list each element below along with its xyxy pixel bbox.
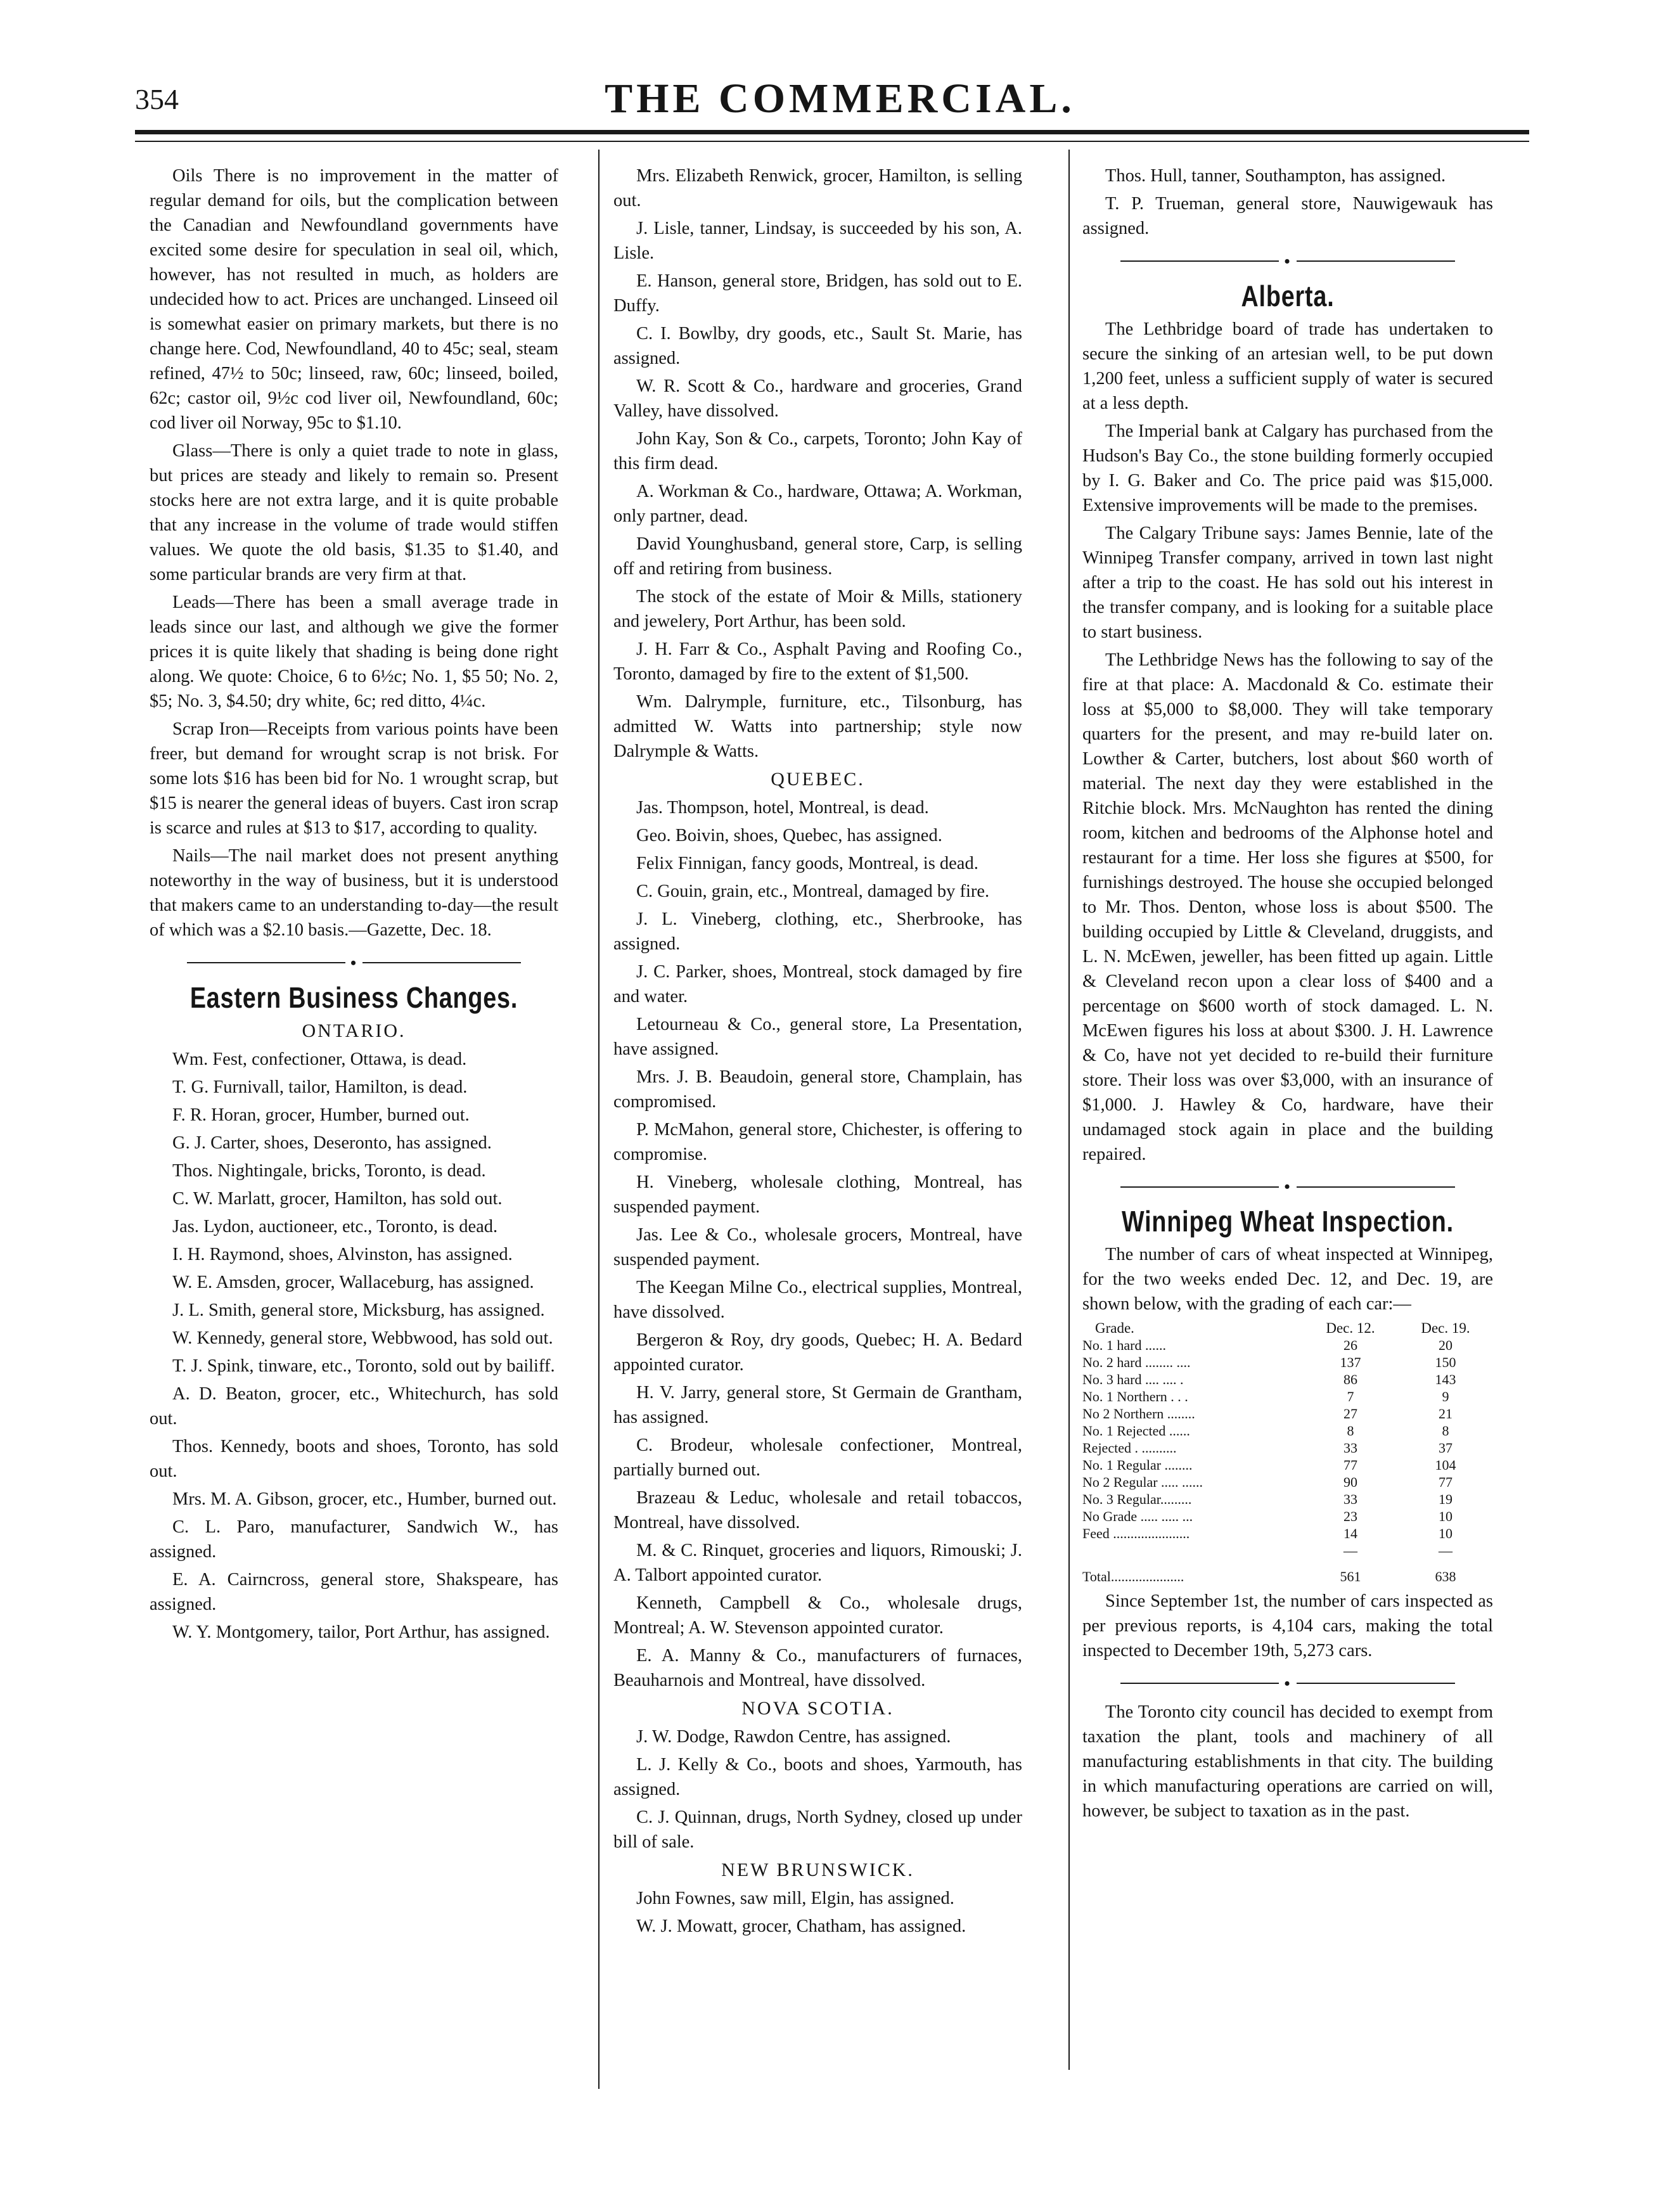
- table-total-row: [1082, 1559, 1493, 1585]
- list-item: John Fownes, saw mill, Elgin, has assigned.: [636, 1889, 954, 1908]
- dec12-cell: 90: [1343, 1474, 1357, 1491]
- dec12-cell: 14: [1343, 1525, 1357, 1542]
- list-item: W. Kennedy, general store, Webbwood, has sold out.: [172, 1328, 553, 1348]
- alberta-paragraph: The Lethbridge News has the following to say of the fire at that place: A. Macdonald & Co. estimate their loss at $5,000 to $8,000. They will take temporary quarters for the present, and may re-build later on. Lowther & Carter, butchers, lost about $60 worth of material. The next day they were established in the Ritchie block. Mrs. McNaughton has rented the dining room, kitchen and bedrooms of the Alphonse hotel and restaurant for a time. Her loss she figures at $500, for furnishings destroyed. The house she occupied belonged to Mr. Thos. Denton, whose loss is about $500. The building occupied by Little & Cleveland, druggists, and L. N. McEwen, jeweller, has been fitted up again. Little & Cleveland recon upon a clear loss of $400 and a percentage on $600 worth of stock damaged. L. N. McEwen figures his loss at about $300. J. H. Lawrence & Co, have not yet decided to re-build their furniture store. Their loss was over $3,000, with an insurance of $1,000. J. Hawley & Co, hardware, have their undamaged stock again in place and the building repaired.: [1082, 650, 1493, 1164]
- dec19-cell: 9: [1442, 1389, 1449, 1405]
- dash-cell: —: [1439, 1543, 1452, 1559]
- column-3: [1082, 164, 1493, 1827]
- dec19-cell: 37: [1439, 1440, 1452, 1456]
- dec12-cell: 137: [1340, 1354, 1361, 1371]
- list-item: Jas. Lydon, auctioneer, etc., Toronto, is dead.: [172, 1216, 498, 1236]
- list-item: W. Y. Montgomery, tailor, Port Arthur, has assigned.: [172, 1622, 550, 1642]
- alberta-paragraph: The Calgary Tribune says: James Bennie, late of the Winnipeg Transfer company, arrived in town last night after a trip to the coast. He has sold out his interest in the transfer company, and is looking for a suitable place to start business.: [1082, 523, 1493, 642]
- wheat-summary-paragraph: Since September 1st, the number of cars inspected as per previous reports, is 4,104 cars, making the total inspected to December 19th, 5,273 cars.: [1082, 1591, 1493, 1661]
- nova-scotia-heading: NOVA SCOTIA.: [741, 1698, 894, 1719]
- dash-cell: —: [1343, 1543, 1357, 1559]
- grade-cell: No 2 Regular ..... ......: [1082, 1474, 1203, 1491]
- list-item: T. G. Furnivall, tailor, Hamilton, is dead.: [172, 1077, 468, 1097]
- toronto-council-paragraph: The Toronto city council has decided to exempt from taxation the plant, tools and machinery of all manufacturing establishments in that city. The building in which manufacturing operations are carried on will, however, be subject to taxation as in the past.: [1082, 1702, 1493, 1821]
- dec12-cell: 7: [1347, 1389, 1354, 1405]
- grade-cell: No 2 Northern ........: [1082, 1406, 1195, 1422]
- list-item: Mrs. Elizabeth Renwick, grocer, Hamilton, is selling out.: [613, 166, 1022, 210]
- list-item: The Keegan Milne Co., electrical supplies, Montreal, have dissolved.: [613, 1278, 1022, 1322]
- dec19-cell: 20: [1439, 1337, 1452, 1354]
- list-item: T. J. Spink, tinware, etc., Toronto, sold out by bailiff.: [172, 1356, 555, 1376]
- list-item: Letourneau & Co., general store, La Presentation, have assigned.: [613, 1015, 1022, 1059]
- alberta-title: Alberta.: [1241, 279, 1335, 312]
- list-item: L. J. Kelly & Co., boots and shoes, Yarmouth, has assigned.: [613, 1755, 1022, 1799]
- dec12-cell: 26: [1343, 1337, 1357, 1354]
- nails-paragraph: Nails—The nail market does not present anything noteworthy in the way of business, but it is understood that makers came to an understanding to-day—the result of which was a $2.10 basis.—Gazette, Dec. 18.: [150, 846, 559, 940]
- list-item: J. W. Dodge, Rawdon Centre, has assigned.: [636, 1727, 951, 1747]
- table-row: [1082, 1491, 1493, 1508]
- column-2: [613, 164, 1022, 1942]
- list-item: C. L. Paro, manufacturer, Sandwich W., has assigned.: [150, 1517, 558, 1562]
- list-item: Bergeron & Roy, dry goods, Quebec; H. A. Bedard appointed curator.: [613, 1330, 1022, 1375]
- table-header: Dec. 12.: [1326, 1320, 1375, 1337]
- table-row: [1082, 1371, 1493, 1388]
- table-row: [1082, 1388, 1493, 1405]
- list-item: A. D. Beaton, grocer, etc., Whitechurch, has sold out.: [150, 1384, 558, 1429]
- dec19-cell: 77: [1439, 1474, 1452, 1491]
- list-item: Thos. Kennedy, boots and shoes, Toronto, has sold out.: [150, 1436, 558, 1481]
- list-item: P. McMahon, general store, Chichester, is offering to compromise.: [613, 1120, 1022, 1164]
- dec19-cell: 10: [1439, 1525, 1452, 1542]
- list-item: Geo. Boivin, shoes, Quebec, has assigned.: [636, 826, 942, 845]
- new-brunswick-heading: NEW BRUNSWICK.: [721, 1859, 914, 1880]
- quebec-heading: QUEBEC.: [771, 769, 865, 790]
- list-item: M. & C. Rinquet, groceries and liquors, Rimouski; J. A. Talbort appointed curator.: [613, 1541, 1022, 1585]
- list-item: W. R. Scott & Co., hardware and groceries, Grand Valley, have dissolved.: [613, 376, 1022, 421]
- total-dec12: 561: [1340, 1569, 1361, 1585]
- table-row: [1082, 1508, 1493, 1525]
- list-item: E. Hanson, general store, Bridgen, has sold out to E. Duffy.: [613, 271, 1022, 316]
- dec19-cell: 104: [1435, 1457, 1456, 1474]
- grade-cell: No. 3 hard .... .... .: [1082, 1371, 1184, 1388]
- dec12-cell: 23: [1343, 1508, 1357, 1525]
- list-item: Jas. Thompson, hotel, Montreal, is dead.: [636, 798, 929, 818]
- table-header-row: [1082, 1320, 1493, 1337]
- ontario-heading: ONTARIO.: [302, 1020, 406, 1041]
- dec19-cell: 21: [1439, 1406, 1452, 1422]
- dec19-cell: 143: [1435, 1371, 1456, 1388]
- list-item: The stock of the estate of Moir & Mills, stationery and jewelery, Port Arthur, has been sold.: [613, 587, 1022, 631]
- list-item: C. J. Quinnan, drugs, North Sydney, closed up under bill of sale.: [613, 1808, 1022, 1852]
- list-item: C. W. Marlatt, grocer, Hamilton, has sold out.: [172, 1188, 503, 1209]
- total-dec19: 638: [1435, 1569, 1456, 1585]
- alberta-paragraph: The Lethbridge board of trade has undertaken to secure the sinking of an artesian well, to be put down 1,200 feet, unless a sufficient supply of water is secured at a less depth.: [1082, 319, 1493, 413]
- oils-paragraph: Oils There is no improvement in the matter of regular demand for oils, but the complication between the Canadian and Newfoundland governments have excited some desire for speculation in seal oil, which, however, has not resulted in much, as holders are undecided how to act. Prices are unchanged. Linseed oil is somewhat easier on primary markets, but there is no change here. Cod, Newfoundland, 40 to 45c; seal, steam refined, 47½ to 50c; linseed, raw, 60c; linseed, boiled, 62c; castor oil, 9½c cod liver oil, Newfoundland, 60c; cod liver oil Norway, 95c to $1.10.: [150, 166, 558, 433]
- list-item: Brazeau & Leduc, wholesale and retail tobaccos, Montreal, have dissolved.: [613, 1488, 1022, 1532]
- section-separator: •: [1082, 1173, 1493, 1200]
- grade-cell: No. 1 Rejected ......: [1082, 1423, 1190, 1439]
- dec19-cell: 150: [1435, 1354, 1456, 1371]
- list-item: W. E. Amsden, grocer, Wallaceburg, has assigned.: [172, 1272, 534, 1292]
- grade-cell: No. 3 Regular.........: [1082, 1491, 1192, 1508]
- dec12-cell: 33: [1343, 1440, 1357, 1456]
- list-item: Kenneth, Campbell & Co., wholesale drugs, Montreal; A. W. Stevenson appointed curator.: [613, 1593, 1022, 1638]
- dec19-cell: 19: [1439, 1491, 1452, 1508]
- dec19-cell: 10: [1439, 1508, 1452, 1525]
- grade-cell: No. 2 hard ........ ....: [1082, 1354, 1191, 1371]
- dec19-cell: 8: [1442, 1423, 1449, 1439]
- list-item: A. Workman & Co., hardware, Ottawa; A. Workman, only partner, dead.: [613, 482, 1022, 526]
- list-item: Wm. Fest, confectioner, Ottawa, is dead.: [172, 1049, 467, 1069]
- dec12-cell: 8: [1347, 1423, 1354, 1439]
- leads-paragraph: Leads—There has been a small average trade in leads since our last, and although we give the former prices it is quite likely that shading is being done right along. We quote: Choice, 6 to 6½c; No. 1, $5 50; No. 2, $5; No. 3, $4.50; dry white, 6c; red ditto, 4¼c.: [150, 593, 558, 711]
- alberta-paragraph: The Imperial bank at Calgary has purchased from the Hudson's Bay Co., the stone building formerly occupied by I. G. Baker and Co. The price paid was $15,000. Extensive improvements will be made to the premises.: [1082, 421, 1493, 515]
- list-item: Thos. Hull, tanner, Southampton, has assigned.: [1105, 166, 1446, 186]
- dec12-cell: 86: [1343, 1371, 1357, 1388]
- list-item: G. J. Carter, shoes, Deseronto, has assigned.: [172, 1133, 492, 1153]
- table-row: [1082, 1405, 1493, 1422]
- section-separator: •: [150, 949, 558, 975]
- grade-cell: No. 1 Regular ........: [1082, 1457, 1193, 1474]
- column-1: [150, 164, 558, 1648]
- column-separator-1: [598, 150, 600, 2089]
- dec12-cell: 27: [1343, 1406, 1357, 1422]
- list-item: J. Lisle, tanner, Lindsay, is succeeded by his son, A. Lisle.: [613, 219, 1022, 263]
- masthead: THE COMMERCIAL.: [605, 75, 1075, 122]
- list-item: W. J. Mowatt, grocer, Chatham, has assigned.: [636, 1917, 966, 1936]
- grade-cell: No. 1 hard ......: [1082, 1337, 1166, 1354]
- list-item: Wm. Dalrymple, furniture, etc., Tilsonburg, has admitted W. Watts into partnership; style now Dalrymple & Watts.: [613, 692, 1022, 761]
- list-item: J. H. Farr & Co., Asphalt Paving and Roofing Co., Toronto, damaged by fire to the extent of $1,500.: [613, 639, 1022, 684]
- column-separator-2: [1068, 150, 1070, 2070]
- section-separator: •: [1082, 247, 1493, 274]
- table-row: [1082, 1354, 1493, 1371]
- list-item: John Kay, Son & Co., carpets, Toronto; John Kay of this firm dead.: [613, 429, 1022, 473]
- list-item: H. Vineberg, wholesale clothing, Montreal, has suspended payment.: [613, 1172, 1022, 1217]
- list-item: T. P. Trueman, general store, Nauwigewauk has assigned.: [1082, 194, 1493, 238]
- dec12-cell: 77: [1343, 1457, 1357, 1474]
- table-header: Dec. 19.: [1421, 1320, 1470, 1337]
- wheat-intro-paragraph: The number of cars of wheat inspected at Winnipeg, for the two weeks ended Dec. 12, and Dec. 19, are shown below, with the grading of each car:—: [1082, 1245, 1493, 1314]
- table-row: [1082, 1337, 1493, 1354]
- list-item: Felix Finnigan, fancy goods, Montreal, is dead.: [636, 854, 978, 873]
- wheat-inspection-title: Winnipeg Wheat Inspection.: [1122, 1205, 1454, 1238]
- dec12-cell: 33: [1343, 1491, 1357, 1508]
- page-number: 354: [135, 83, 179, 115]
- table-row: [1082, 1525, 1493, 1542]
- table-row: [1082, 1439, 1493, 1456]
- scrap-iron-paragraph: Scrap Iron—Receipts from various points have been freer, but demand for wrought scrap is not brisk. For some lots $16 has been bid for No. 1 wrought scrap, but $15 is nearer the general ideas of buyers. Cast iron scrap is scarce and rules at $13 to $17, according to quality.: [150, 719, 558, 838]
- grade-cell: No. 1 Northern . . .: [1082, 1389, 1188, 1405]
- glass-paragraph: Glass—There is only a quiet trade to note in glass, but prices are steady and likely to remain so. Present stocks here are not extra large, and it is quite probable that any increase in the volume of trade would stiffen values. We quote the old basis, $1.35 to $1.40, and some particular brands are very firm at that.: [150, 441, 558, 584]
- list-item: E. A. Cairncross, general store, Shakspeare, has assigned.: [150, 1569, 558, 1614]
- table-header: Grade.: [1095, 1320, 1134, 1337]
- header-rule-thin: [135, 141, 1529, 142]
- list-item: J. L. Smith, general store, Micksburg, has assigned.: [172, 1300, 545, 1320]
- total-label: Total.....................: [1082, 1569, 1184, 1585]
- table-row: [1082, 1474, 1493, 1491]
- eastern-business-changes-title: Eastern Business Changes.: [189, 980, 518, 1014]
- list-item: Mrs. M. A. Gibson, grocer, etc., Humber, burned out.: [172, 1489, 557, 1509]
- table-row: [1082, 1422, 1493, 1439]
- grade-cell: Feed ......................: [1082, 1525, 1190, 1542]
- list-item: H. V. Jarry, general store, St Germain de Grantham, has assigned.: [613, 1383, 1022, 1427]
- list-item: C. Brodeur, wholesale confectioner, Montreal, partially burned out.: [613, 1435, 1022, 1480]
- list-item: J. C. Parker, shoes, Montreal, stock damaged by fire and water.: [613, 962, 1022, 1006]
- grade-cell: No Grade ..... ..... ...: [1082, 1508, 1193, 1525]
- list-item: David Younghusband, general store, Carp, is selling off and retiring from business.: [613, 534, 1022, 579]
- table-dash-row: [1082, 1542, 1493, 1559]
- list-item: Mrs. J. B. Beaudoin, general store, Champlain, has compromised.: [613, 1067, 1022, 1112]
- header-rule-thick: [135, 130, 1529, 134]
- grade-cell: Rejected . ..........: [1082, 1440, 1177, 1456]
- list-item: I. H. Raymond, shoes, Alvinston, has assigned.: [172, 1244, 513, 1264]
- section-separator: •: [1082, 1669, 1493, 1696]
- list-item: E. A. Manny & Co., manufacturers of furnaces, Beauharnois and Montreal, have dissolved.: [613, 1646, 1022, 1690]
- table-row: [1082, 1456, 1493, 1474]
- list-item: J. L. Vineberg, clothing, etc., Sherbrooke, has assigned.: [613, 909, 1022, 954]
- list-item: F. R. Horan, grocer, Humber, burned out.: [172, 1105, 470, 1125]
- list-item: Jas. Lee & Co., wholesale grocers, Montreal, have suspended payment.: [613, 1225, 1022, 1269]
- list-item: Thos. Nightingale, bricks, Toronto, is dead.: [172, 1160, 486, 1181]
- wheat-table: [1082, 1320, 1493, 1585]
- list-item: C. Gouin, grain, etc., Montreal, damaged by fire.: [636, 882, 990, 901]
- list-item: C. I. Bowlby, dry goods, etc., Sault St. Marie, has assigned.: [613, 324, 1022, 368]
